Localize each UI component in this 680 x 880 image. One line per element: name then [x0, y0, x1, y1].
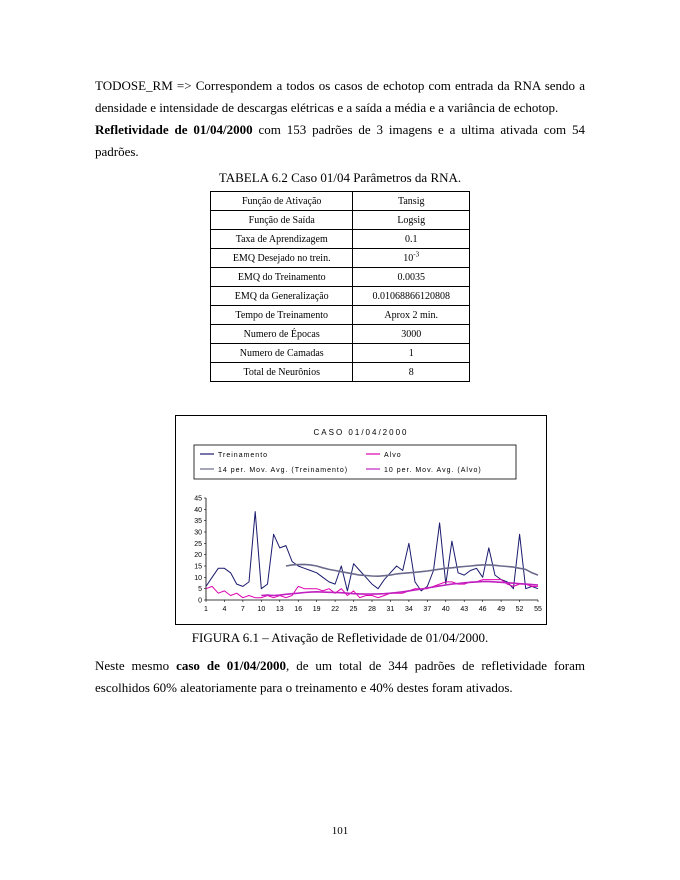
parameter-label: Função de Ativação — [211, 192, 353, 211]
x-tick-label: 19 — [312, 606, 321, 613]
paragraph-conclusion — [95, 655, 585, 699]
line-chart — [176, 416, 546, 624]
parameter-label: Numero de Camadas — [211, 344, 353, 363]
x-tick-label: 22 — [331, 606, 340, 613]
x-tick-label: 7 — [240, 606, 245, 613]
table-caption: TABELA 6.2 Caso 01/04 Parâmetros da RNA. — [218, 170, 462, 185]
table-row — [211, 344, 470, 363]
chart-title: CASO 01/04/2000 — [313, 428, 409, 437]
parameter-value-text: 0.1 — [404, 233, 418, 245]
y-tick-label: 25 — [194, 540, 202, 548]
parameter-value — [353, 363, 470, 382]
table-row — [211, 249, 470, 268]
parameter-value-text: 1 — [408, 347, 414, 359]
x-tick-label: 55 — [534, 606, 542, 613]
x-tick-label: 13 — [275, 606, 284, 613]
table-row — [211, 211, 470, 230]
table-row — [211, 325, 470, 344]
legend-entry: 14 per. Mov. Avg. (Treinamento) — [218, 467, 349, 474]
y-tick-label: 40 — [194, 506, 202, 514]
series-line-2 — [286, 564, 538, 576]
parameter-value-text: 3000 — [401, 328, 422, 340]
table-row — [211, 363, 470, 382]
paragraph-intro-line2: com 153 padrões de 3 imagens e a ultima ativada com 54 padrões. — [95, 122, 585, 159]
parameter-value — [353, 306, 470, 325]
y-tick-label: 45 — [194, 495, 202, 503]
parameter-value-text: 8 — [408, 366, 414, 378]
table-row — [211, 268, 470, 287]
x-tick-label: 46 — [478, 606, 487, 613]
table-row — [211, 230, 470, 249]
y-tick-label: 5 — [198, 586, 202, 594]
paragraph-intro — [95, 75, 585, 163]
parameter-value — [353, 192, 470, 211]
parameter-label: Tempo de Treinamento — [211, 306, 353, 325]
y-tick-label: 10 — [194, 574, 202, 582]
parameter-value-text: Aprox 2 min. — [384, 309, 439, 321]
x-tick-label: 1 — [204, 606, 208, 613]
parameter-label: Numero de Épocas — [211, 325, 353, 344]
y-tick-label: 20 — [194, 552, 202, 560]
paragraph-intro-line1: TODOSE_RM => Correspondem a todos os casos de echotop com entrada da RNA sendo a densidade e intensidade de descargas elétricas e a saída a média e a variância de echotop. — [95, 78, 585, 115]
x-tick-label: 4 — [222, 606, 227, 613]
legend-entry: Alvo — [384, 452, 402, 459]
series-line-0 — [206, 512, 538, 591]
y-tick-label: 15 — [194, 563, 202, 571]
parameter-value — [353, 344, 470, 363]
parameter-value — [353, 230, 470, 249]
x-tick-label: 37 — [423, 606, 432, 613]
x-tick-label: 31 — [386, 606, 395, 613]
x-tick-label: 40 — [441, 606, 450, 613]
parameter-value — [353, 325, 470, 344]
figure-caption: FIGURA 6.1 – Ativação de Refletividade de 01/04/2000. — [191, 630, 489, 645]
parameter-label: Função de Saída — [211, 211, 353, 230]
parameter-value — [353, 211, 470, 230]
table-row — [211, 287, 470, 306]
legend-entry: 10 per. Mov. Avg. (Alvo) — [384, 467, 482, 474]
parameter-value-text: 0.01068866120808 — [372, 290, 450, 302]
y-tick-label: 0 — [198, 597, 202, 605]
x-tick-label: 10 — [257, 606, 266, 613]
x-tick-label: 52 — [515, 606, 524, 613]
legend-entry: Treinamento — [218, 452, 269, 459]
page-number: 101 — [331, 825, 349, 837]
parameter-label: Taxa de Aprendizagem — [211, 230, 353, 249]
x-tick-label: 43 — [460, 606, 469, 613]
paragraph-conclusion-bold: caso de 01/04/2000 — [176, 658, 287, 673]
y-tick-label: 30 — [194, 529, 202, 537]
paragraph-intro-bold: Refletividade de 01/04/2000 — [95, 122, 253, 137]
x-tick-label: 28 — [368, 606, 376, 613]
parameter-value — [353, 268, 470, 287]
parameters-table — [210, 191, 470, 382]
x-tick-label: 25 — [349, 606, 358, 613]
x-tick-label: 49 — [497, 606, 506, 613]
parameter-value-text: 10 — [403, 252, 414, 264]
paragraph-conclusion-post: , de um total de 344 padrões de refletividade foram escolhidos 60% aleatoriamente para o treinamento e 40% destes foram ativados. — [95, 658, 585, 695]
parameter-label: EMQ Desejado no trein. — [211, 249, 353, 268]
parameter-value-text: Logsig — [397, 214, 426, 226]
chart-frame — [175, 415, 547, 625]
table-row — [211, 306, 470, 325]
parameter-label: EMQ da Generalização — [211, 287, 353, 306]
parameter-value — [353, 287, 470, 306]
parameter-value-text: 0.0035 — [397, 271, 425, 283]
parameter-label: EMQ do Treinamento — [211, 268, 353, 287]
table-row — [211, 192, 470, 211]
paragraph-conclusion-pre: Neste mesmo — [95, 658, 177, 673]
y-tick-label: 35 — [194, 518, 202, 526]
parameter-value-text: Tansig — [397, 195, 425, 207]
x-tick-label: 34 — [404, 606, 413, 613]
parameter-value — [353, 249, 470, 268]
parameter-value-exponent: -3 — [413, 250, 420, 259]
x-tick-label: 16 — [294, 606, 303, 613]
parameter-label: Total de Neurônios — [211, 363, 353, 382]
